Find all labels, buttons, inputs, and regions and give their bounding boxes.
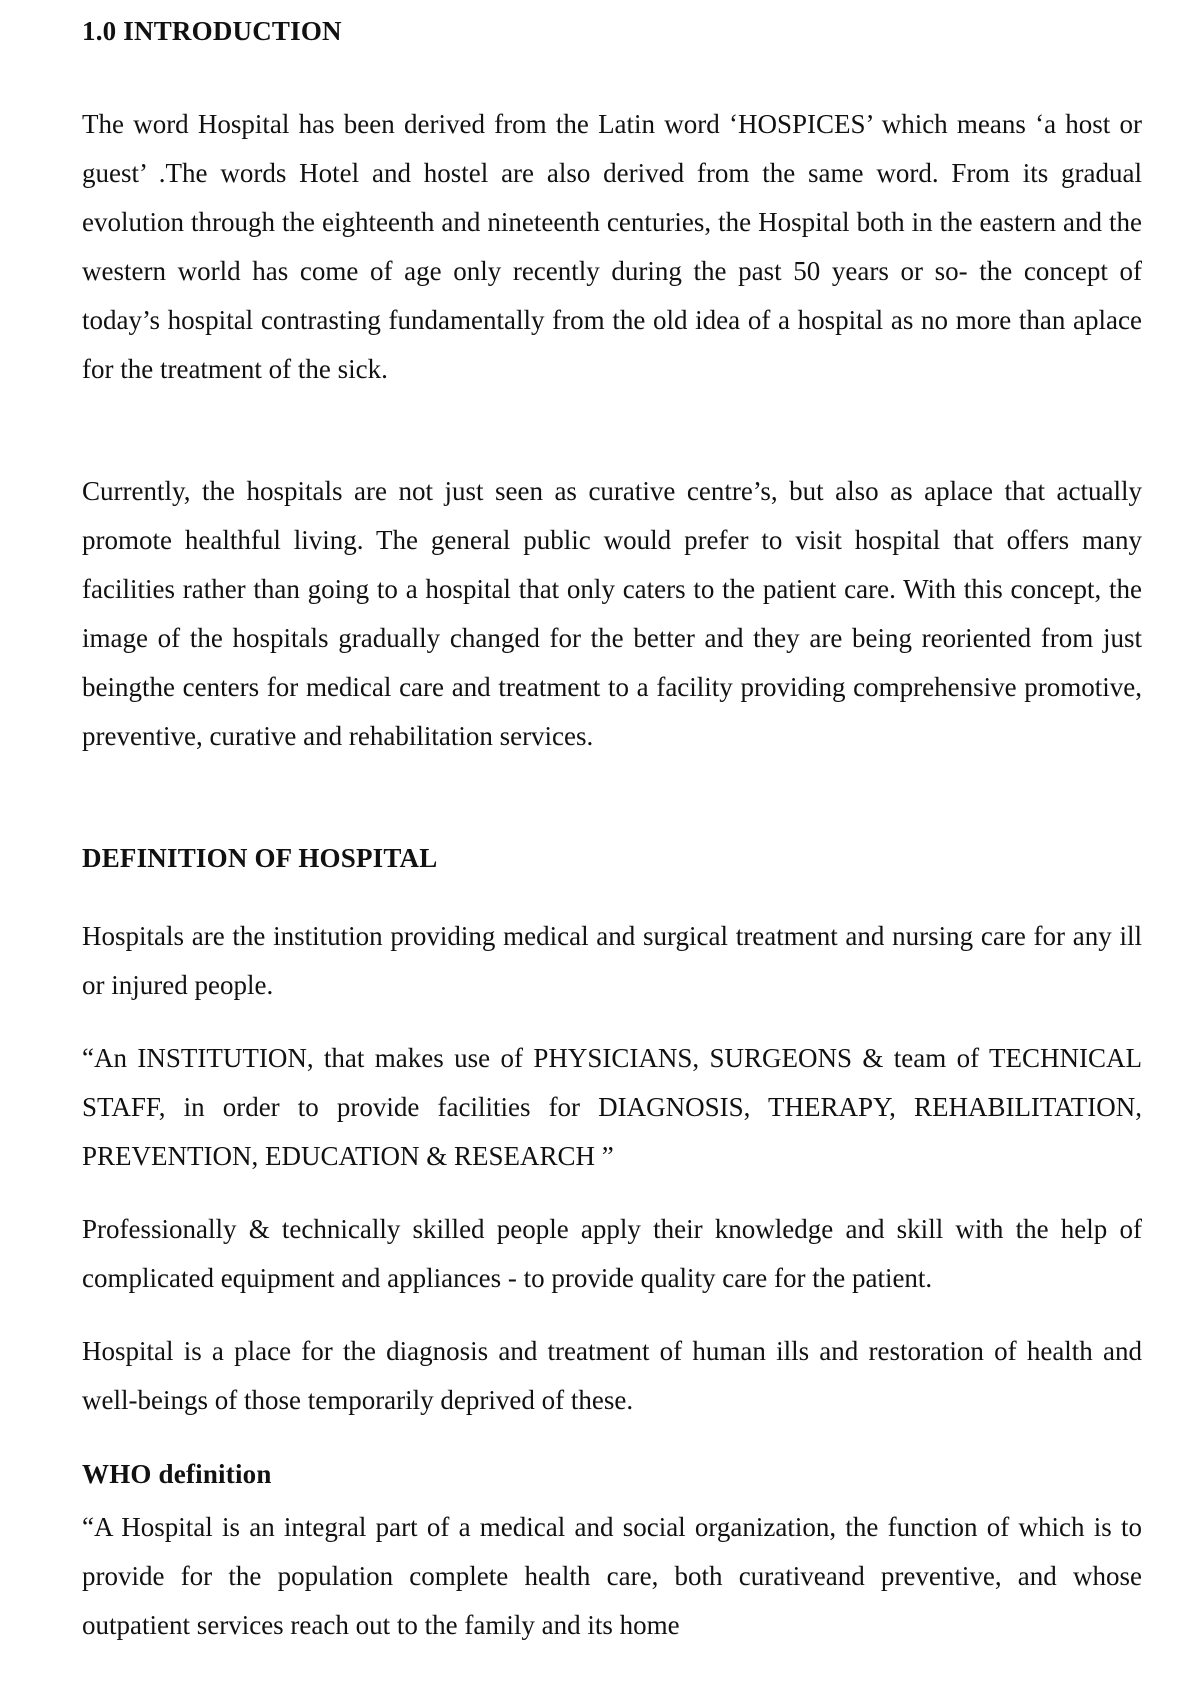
intro-paragraph-1: The word Hospital has been derived from the Latin word ‘HOSPICES’ which means ‘a host or guest’ .The words Hotel and hostel are also derived from the same word. From its gradual evolution through the eighteenth and nineteenth centuries, the Hospital both in the eastern and the western world has come of age only recently during the past 50 years or so- the concept of today’s hospital contrasting fundamentally from the old idea of a hospital as no more than aplace for the treatment of the sick. — [82, 109, 1142, 384]
definition-quote: “An INSTITUTION, that makes use of PHYSICIANS, SURGEONS & team of TECHNICAL STAFF, in order to provide facilities for DIAGNOSIS, THERAPY, REHABILITATION, PREVENTION, EDUCATION & RESEARCH ” — [82, 1043, 1142, 1171]
who-definition-heading: WHO definition — [82, 1459, 272, 1489]
definition-heading: DEFINITION OF HOSPITAL — [82, 843, 438, 873]
introduction-heading: 1.0 INTRODUCTION — [82, 16, 342, 46]
definition-paragraph-2: Professionally & technically skilled people apply their knowledge and skill with the help of complicated equipment and appliances - to provide quality care for the patient. — [82, 1214, 1142, 1293]
definition-paragraph-3: Hospital is a place for the diagnosis and treatment of human ills and restoration of health and well-beings of those temporarily deprived of these. — [82, 1336, 1142, 1415]
definition-paragraph-1: Hospitals are the institution providing medical and surgical treatment and nursing care for any ill or injured people. — [82, 921, 1142, 1000]
who-definition-paragraph: “A Hospital is an integral part of a medical and social organization, the function of which is to provide for the population complete health care, both curativeand preventive, and whose outpatient services reach out to the family and its home — [82, 1512, 1142, 1640]
intro-paragraph-2: Currently, the hospitals are not just seen as curative centre’s, but also as aplace that actually promote healthful living. The general public would prefer to visit hospital that offers many facilities rather than going to a hospital that only caters to the patient care. With this concept, the image of the hospitals gradually changed for the better and they are being reoriented from just beingthe centers for medical care and treatment to a facility providing comprehensive promotive, preventive, curative and rehabilitation services. — [82, 476, 1142, 751]
